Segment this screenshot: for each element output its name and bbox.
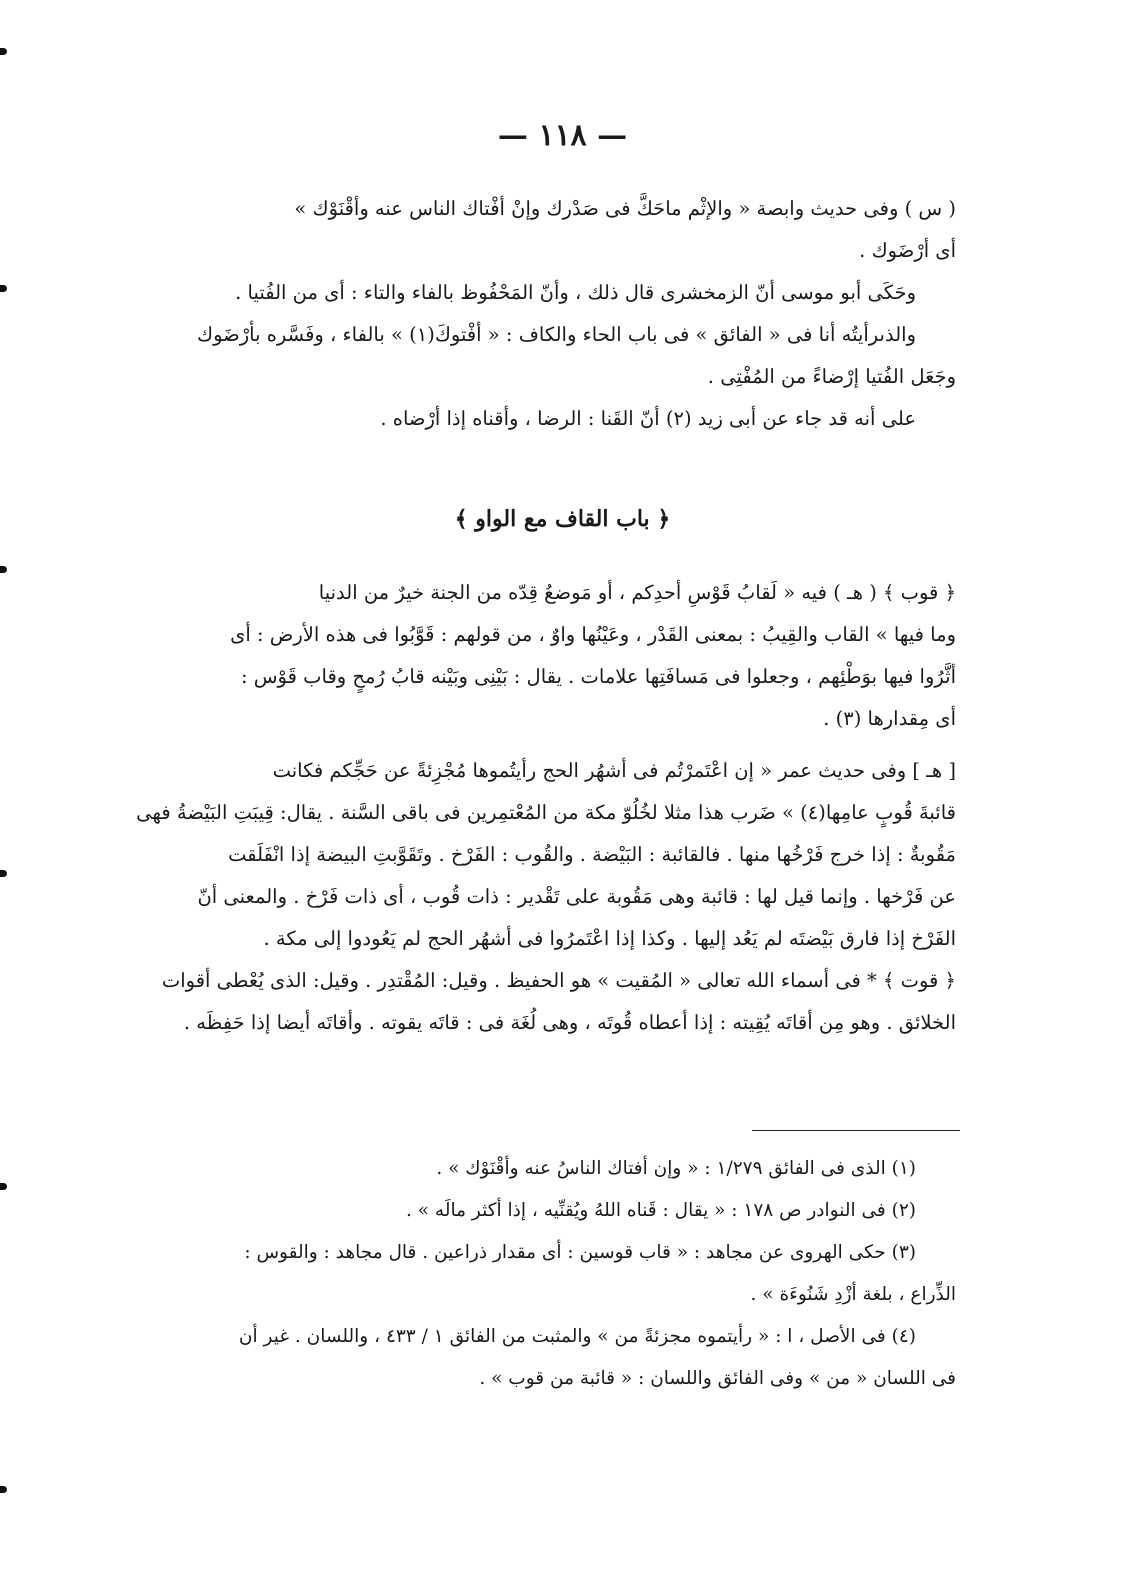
text-line: أثَّرُوا فيها بوَطْئِهم ، وجعلوا فى مَسافَتِها علامات . يقال : بَيْنِى وبَيْنه قابُ رُمحٍ وقاب قَوْس : bbox=[240, 665, 956, 688]
text-line: الخلائق . وهو مِن أقاتَه يُقِيته : إذا أعطاه قُوتَه ، وهى لُغَة فى : قاتَه يقوته . وأقاتَه أيضا إذا حَفِظَه . bbox=[183, 1011, 956, 1034]
text-line: [ هـ ] وفى حديث عمر « إن اعْتَمرْتُم فى أشهُر الحج رأيتُموها مُجْزِئةً عن حَجِّكم فكانت bbox=[272, 759, 956, 782]
text-line: وما فيها » القاب والقِيبُ : بمعنى القَدْر ، وعَيْنُها واوٌ ، من قولهم : قَوَّبُوا فى هذه الأرض : أى bbox=[230, 623, 956, 646]
text-line: أى أرْضَوك . bbox=[859, 239, 956, 262]
page-number: — ١١٨ — bbox=[497, 118, 628, 153]
text-line: أى مِقدارها (٣) . bbox=[823, 707, 956, 730]
footnotes bbox=[130, 1148, 956, 1400]
scan-edge-mark bbox=[0, 870, 7, 877]
scan-edge-mark bbox=[0, 1183, 7, 1190]
text-line: ( س ) وفى حديث وابصة « والإثْم ماحَكَّ فى صَدْرك وإنْ أفْتاك الناس عنه وأقْنَوْك » bbox=[294, 197, 956, 220]
footnote: (٢) فى النوادر ص ١٧٨ : « يقال : قَناه اللهُ ويُقنِّيه ، إذا أكثر مالَه » . bbox=[405, 1200, 916, 1221]
section-heading: ﴿ باب القاف مع الواو ﴾ bbox=[454, 506, 671, 532]
body-text-bottom bbox=[130, 572, 956, 1044]
text-line: ﴿ قوب ﴾ ( هـ ) فيه « لَقابُ قَوْسِ أحدِكم ، أو مَوضعُ قِدّه من الجنة خيرٌ من الدنيا bbox=[318, 581, 956, 604]
footnote: (١) الذى فى الفائق ١/٢٧٩ : « وإن أفتاك الناسُ عنه وأقْنَوْك » . bbox=[436, 1158, 916, 1179]
footnote-continuation: فى اللسان « من » وفى الفائق واللسان : « قائبة من قوب » . bbox=[479, 1368, 956, 1389]
text-line: ﴿ قوت ﴾ * فى أسماء الله تعالى « المُقيت » هو الحفيظ . وقيل: المُقْتدِر . وقيل: الذى يُعْطى أقوات bbox=[161, 969, 956, 992]
scan-edge-mark bbox=[0, 48, 7, 55]
text-line: قائبةَ قُوبٍ عامِها(٤) » ضَرب هذا مثلا لخُلُوّ مكة من المُعْتمِرين فى باقى السَّنة . يقال: قِيبَتِ البَيْضةُ فهى bbox=[136, 801, 956, 824]
text-line: مَقُوبةٌ : إذا خرج فَرْخُها منها . فالقائبة : البَيْضة . والقُوب : الفَرْخ . وتَقَوَّبتِ البيضة إذا انْفَلَقت bbox=[228, 843, 956, 866]
text-line: والذىرأيتُه أنا فى « الفائق » فى باب الحاء والكاف : « أفْتوكَ(١) » بالفاء ، وفَسَّره بأرْضَوك bbox=[197, 323, 916, 346]
text-line: وجَعَل الفُتيا إرْضاءً من المُفْتِى . bbox=[707, 365, 956, 388]
text-line: وحَكَى أبو موسى أنّ الزمخشرى قال ذلك ، وأنّ المَحْفُوظ بالفاء والتاء : أى من الفُتيا . bbox=[235, 281, 916, 304]
text-line: عن فَرْخها . وإنما قيل لها : قائبة وهى مَقُوبة على تَقْدير : ذات قُوب ، أى ذات فَرْخ . والمعنى أنّ bbox=[197, 885, 956, 908]
footnote-continuation: الذِّراع ، بلغة أزْدِ شَنُوءَة » . bbox=[750, 1284, 956, 1305]
text-line: على أنه قد جاء عن أبى زيد (٢) أنّ القَنا : الرضا ، وأقناه إذا أرْضاه . bbox=[380, 407, 916, 430]
scan-edge-mark bbox=[0, 566, 7, 573]
footnote: (٤) فى الأصل ، ا : « رأيتموه مجزئةً من » والمثبت من الفائق ١ / ٤٣٣ ، واللسان . غير أن bbox=[238, 1326, 916, 1347]
text-line: الفَرْخ إذا فارق بَيْضتَه لم يَعُد إليها . وكذا إذا اعْتَمرُوا فى أشهُر الحج لم يَعُودوا إلى مكة . bbox=[263, 927, 956, 950]
scan-edge-mark bbox=[0, 285, 7, 292]
footnote: (٣) حكى الهروى عن مجاهد : « قاب قوسين : أى مقدار ذراعين . قال مجاهد : والقوس : bbox=[244, 1242, 916, 1263]
body-text-top bbox=[130, 188, 956, 440]
scan-edge-mark bbox=[0, 1486, 7, 1493]
footnote-separator bbox=[752, 1130, 960, 1131]
